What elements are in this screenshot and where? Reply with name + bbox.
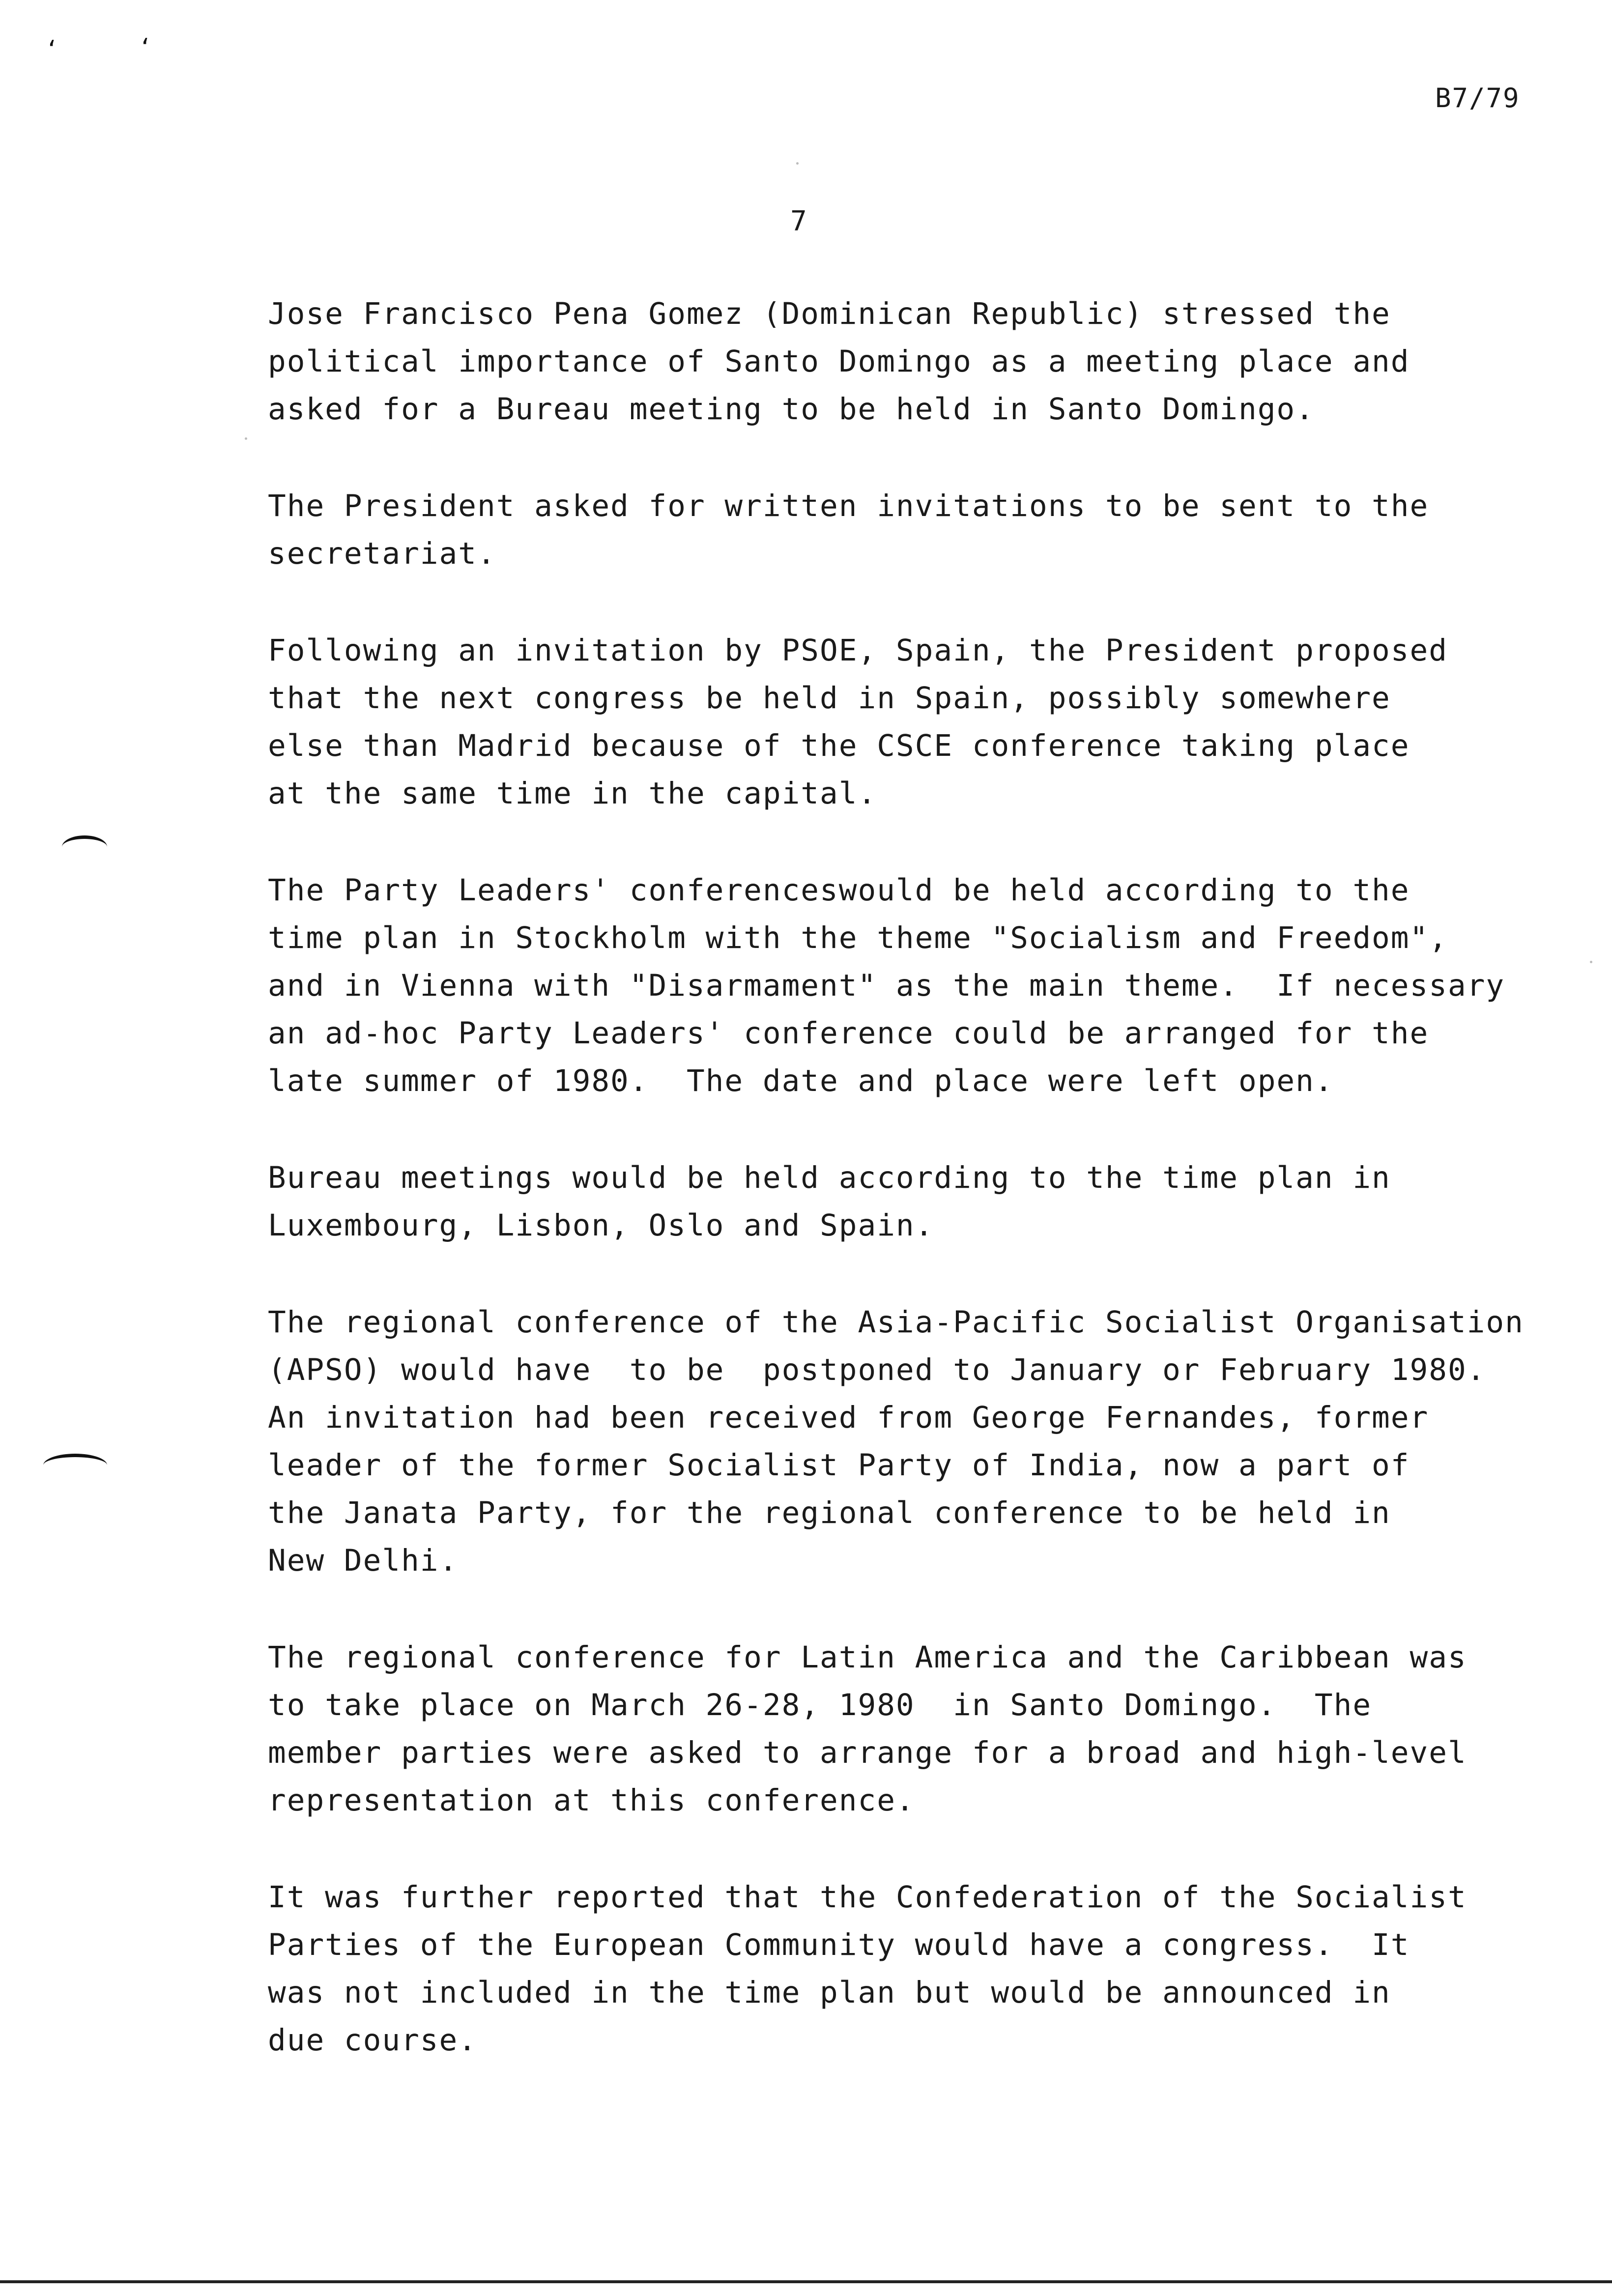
text-line: Luxembourg, Lisbon, Oslo and Spain. xyxy=(268,1208,934,1243)
text-line: The President asked for written invitations to be sent to the xyxy=(268,488,1429,523)
text-line: was not included in the time plan but would be announced in xyxy=(268,1975,1391,2010)
text-line: (APSO) would have to be postponed to January or February 1980. xyxy=(268,1352,1486,1387)
binder-hole-mark xyxy=(62,835,107,859)
text-line: to take place on March 26-28, 1980 in Santo Domingo. The xyxy=(268,1688,1372,1722)
paragraph-president-invitations xyxy=(268,482,1565,577)
paragraph-confederation-congress xyxy=(268,1873,1565,2064)
text-line: An invitation had been received from George Fernandes, former xyxy=(268,1400,1429,1435)
text-line: Jose Francisco Pena Gomez (Dominican Republic) stressed the xyxy=(268,296,1391,331)
document-reference: B7/79 xyxy=(1435,83,1520,114)
paragraph-latin-america-conference xyxy=(268,1634,1565,1824)
text-line: at the same time in the capital. xyxy=(268,776,877,811)
text-line: It was further reported that the Confederation of the Socialist xyxy=(268,1880,1467,1915)
text-line: time plan in Stockholm with the theme "Socialism and Freedom", xyxy=(268,920,1448,955)
text-line: due course. xyxy=(268,2023,477,2058)
stray-mark: ‘ xyxy=(139,34,152,59)
text-line: the Janata Party, for the regional conference to be held in xyxy=(268,1495,1391,1530)
paragraph-party-leaders xyxy=(268,866,1565,1105)
page-number: 7 xyxy=(790,205,807,237)
paragraph-pena-gomez xyxy=(268,290,1565,433)
stray-mark: ‘ xyxy=(45,36,58,61)
text-line: New Delhi. xyxy=(268,1543,459,1578)
paragraph-psoe-congress xyxy=(268,627,1565,817)
speck xyxy=(796,162,799,165)
text-line: political importance of Santo Domingo as a meeting place and xyxy=(268,344,1410,379)
text-line: that the next congress be held in Spain, possibly somewhere xyxy=(268,681,1391,716)
paragraph-apso-conference xyxy=(268,1298,1565,1584)
text-line: and in Vienna with "Disarmament" as the main theme. If necessary xyxy=(268,968,1505,1003)
bottom-edge-rule xyxy=(0,2280,1612,2283)
speck xyxy=(1590,961,1592,963)
text-line: The Party Leaders' conferenceswould be held according to the xyxy=(268,873,1410,908)
text-line: Following an invitation by PSOE, Spain, the President proposed xyxy=(268,633,1448,668)
text-line: leader of the former Socialist Party of India, now a part of xyxy=(268,1448,1410,1483)
text-line: an ad-hoc Party Leaders' conference could be arranged for the xyxy=(268,1016,1429,1051)
text-line: asked for a Bureau meeting to be held in Santo Domingo. xyxy=(268,392,1315,427)
text-line: representation at this conference. xyxy=(268,1783,915,1818)
text-line: late summer of 1980. The date and place were left open. xyxy=(268,1063,1334,1098)
binder-hole-mark xyxy=(43,1454,107,1477)
text-line: secretariat. xyxy=(268,536,496,571)
text-line: The regional conference of the Asia-Pacific Socialist Organisation xyxy=(268,1305,1524,1340)
text-line: Bureau meetings would be held according to the time plan in xyxy=(268,1160,1391,1195)
text-line: The regional conference for Latin America and the Caribbean was xyxy=(268,1640,1467,1675)
paragraph-bureau-meetings xyxy=(268,1154,1565,1249)
text-line: else than Madrid because of the CSCE conference taking place xyxy=(268,728,1410,763)
text-line: member parties were asked to arrange for a broad and high-level xyxy=(268,1735,1467,1770)
text-line: Parties of the European Community would have a congress. It xyxy=(268,1927,1410,1962)
speck xyxy=(245,437,247,440)
document-body xyxy=(268,290,1565,2113)
